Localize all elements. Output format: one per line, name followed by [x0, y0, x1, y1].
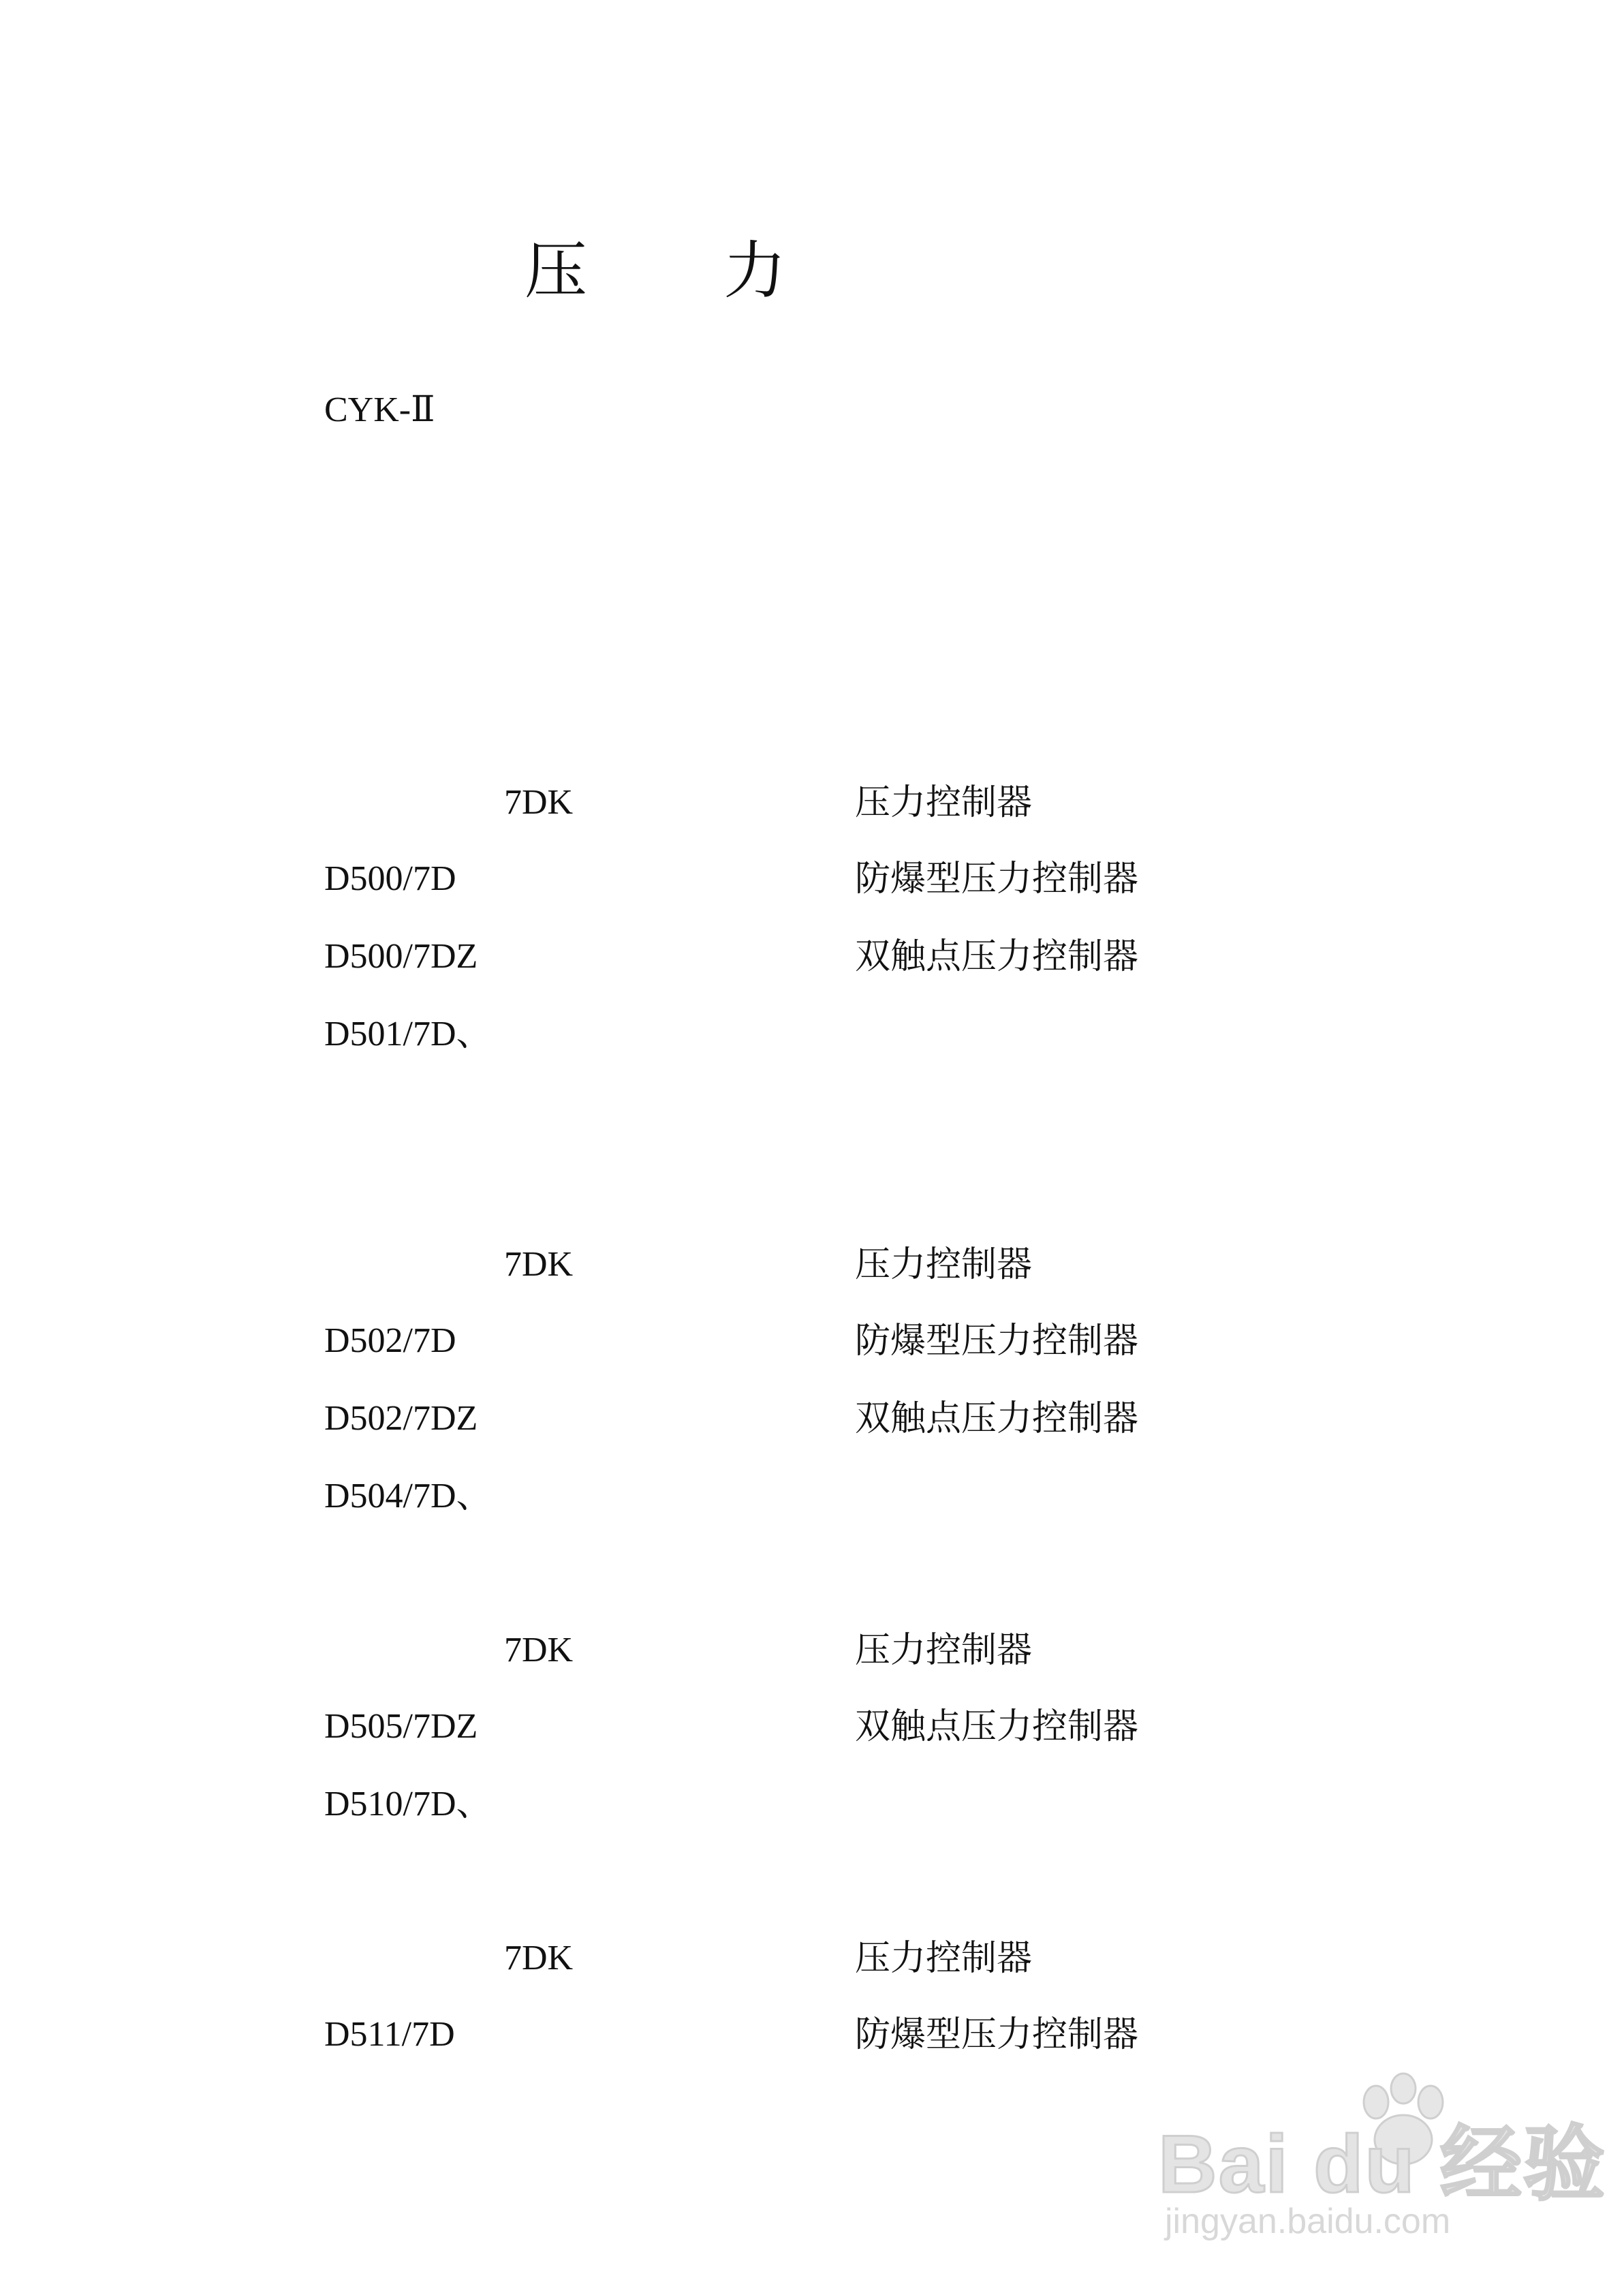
model-description: 双触点压力控制器	[855, 936, 1139, 977]
model-description: 防爆型压力控制器	[855, 2014, 1139, 2055]
model-description: 压力控制器	[855, 1630, 1033, 1671]
model-label: D511/7D	[324, 2015, 455, 2054]
model-label: 7DK	[504, 1939, 574, 1977]
model-label: D502/7DZ	[324, 1399, 478, 1438]
model-description: 双触点压力控制器	[855, 1706, 1139, 1747]
model-label: D500/7D	[324, 859, 456, 898]
model-label: D502/7D	[324, 1321, 456, 1360]
model-label: 7DK	[504, 1245, 574, 1284]
page-title	[525, 234, 787, 307]
title-char-2: 力	[723, 234, 787, 307]
model-description: 压力控制器	[855, 1244, 1033, 1285]
model-label: 7DK	[504, 783, 574, 822]
watermark-url: jingyan.baidu.com	[1165, 2202, 1451, 2241]
model-label: 7DK	[504, 1631, 574, 1669]
watermark-brand: Bai du 经验	[1158, 2119, 1607, 2210]
model-label: D505/7DZ	[324, 1707, 478, 1746]
model-description: 压力控制器	[855, 1938, 1033, 1979]
model-description: 压力控制器	[855, 782, 1033, 823]
model-description: 防爆型压力控制器	[855, 1321, 1139, 1361]
model-code: CYK-Ⅱ	[324, 390, 435, 429]
model-label: D504/7D、	[324, 1477, 492, 1515]
baidu-jingyan-watermark	[1144, 2071, 1607, 2249]
model-label: D500/7DZ	[324, 937, 478, 976]
model-label: D510/7D、	[324, 1785, 492, 1823]
title-char-1: 压	[525, 234, 588, 307]
model-description: 双触点压力控制器	[855, 1398, 1139, 1439]
model-description: 防爆型压力控制器	[855, 859, 1139, 899]
model-label: D501/7D、	[324, 1015, 492, 1053]
